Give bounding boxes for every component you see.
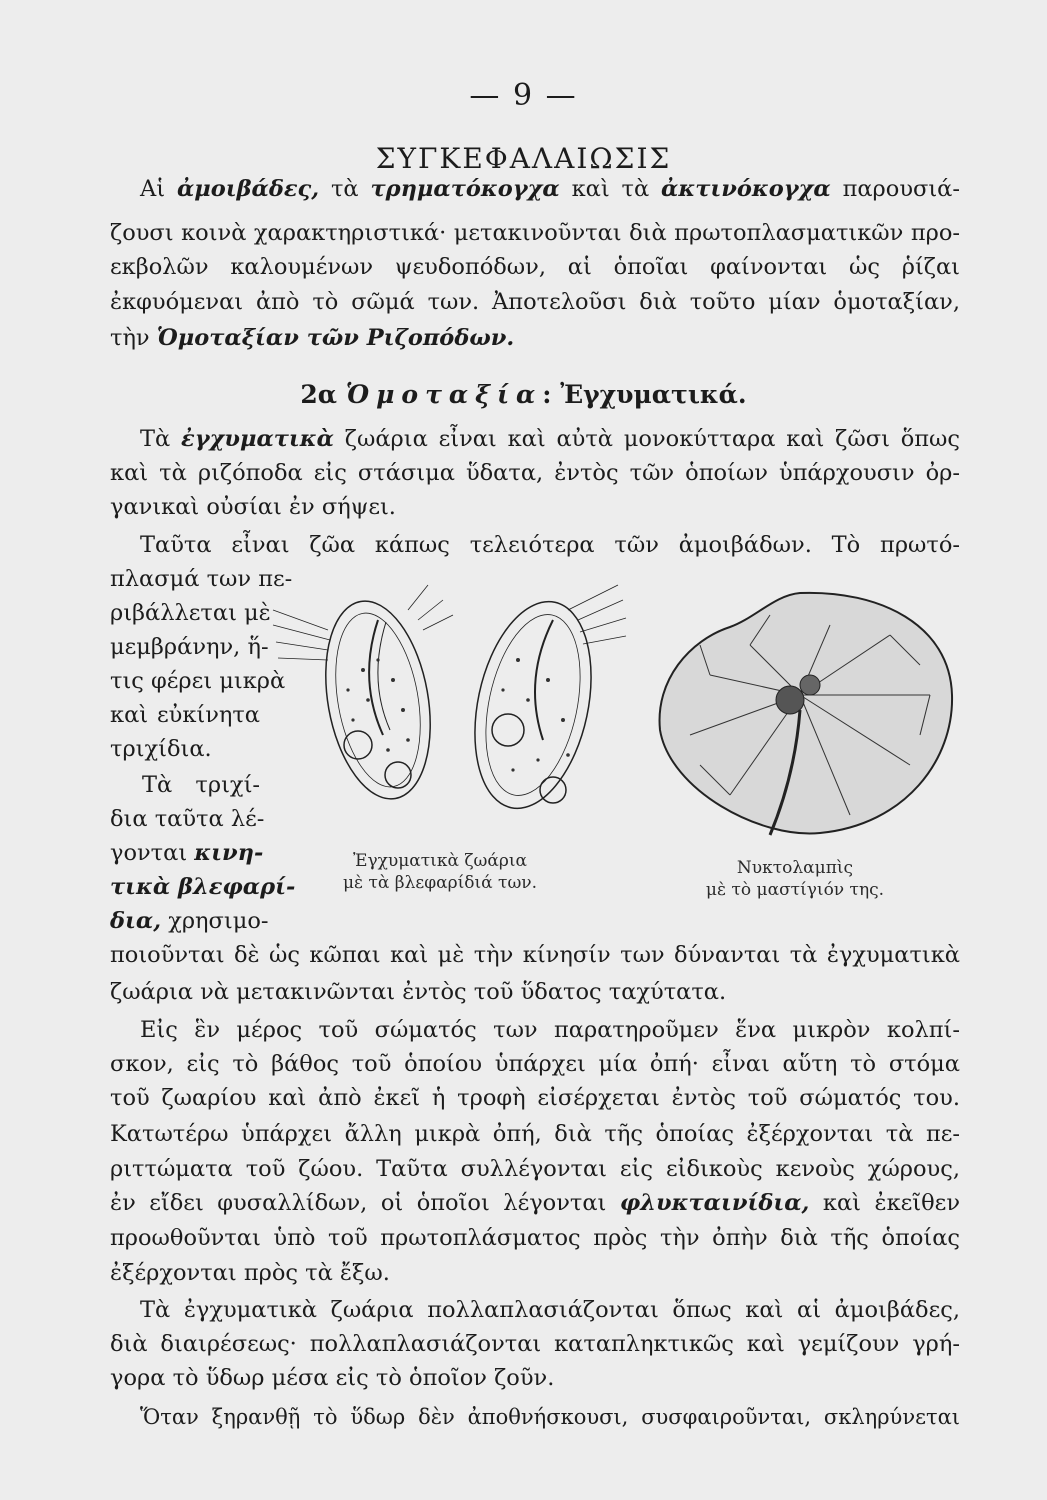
caption-ciliates	[285, 850, 595, 894]
col-line-10: τικὰ βλεφαρί-	[110, 874, 296, 900]
p2-line-1: Τὰ ἐγχυματικὰ ζωάρια εἶναι καὶ αὐτὰ μονοκύτταρα καὶ ζῶσι ὅπως	[140, 426, 960, 452]
p5-line-4: Κατωτέρω ὑπάρχει ἄλλη μικρὰ ὀπή, διὰ τῆς ὁποίας ἐξέρχονται τὰ πε-	[110, 1121, 960, 1147]
p3-line-1: Ταῦτα εἶναι ζῶα κάπως τελειότερα τῶν ἀμοιβάδων. Τὸ πρωτό-	[140, 532, 960, 558]
ciliate-left	[273, 585, 453, 807]
col-line-1: πλασμά των πε-	[110, 566, 293, 592]
ciliate-right	[457, 585, 626, 819]
ciliates-figure	[268, 570, 628, 830]
p7-line-1: Ὅταν ξηρανθῇ τὸ ὕδωρ δὲν ἀποθνήσκουσι, συσφαιροῦνται, σκληρύνεται	[140, 1405, 960, 1429]
p5-line-1: Εἰς ἓν μέρος τοῦ σώματός των παρατηροῦμεν ἕνα μικρὸν κολπί-	[140, 1017, 960, 1043]
p5-line-7: προωθοῦνται ὑπὸ τοῦ πρωτοπλάσματος πρὸς τὴν ὀπὴν διὰ τῆς ὁποίας	[110, 1225, 960, 1251]
p1-line-5: τὴν Ὁμοταξίαν τῶν Ριζοπόδων.	[110, 325, 515, 351]
p1-line-2: ζουσι κοινὰ χαρακτηριστικά· μετακινοῦνται διὰ πρωτοπλασματικῶν προ-	[110, 220, 960, 246]
p5-line-3: τοῦ ζωαρίου καὶ ἀπὸ ἐκεῖ ἡ τροφὴ εἰσέρχεται ἐντὸς τοῦ σώματός του.	[110, 1085, 960, 1111]
p1-line-1: Αἱ ἀμοιβάδες, τὰ τρηματόκογχα καὶ τὰ ἀκτινόκογχα παρουσιά-	[140, 176, 960, 202]
col-line-11: δια, χρησιμο-	[110, 908, 269, 934]
col-line-4: τις φέρει μικρὰ	[110, 668, 286, 694]
p6-line-1: Τὰ ἐγχυματικὰ ζωάρια πολλαπλασιάζονται ὅπως καὶ αἱ ἀμοιβάδες,	[140, 1297, 960, 1323]
col-line-6: τριχίδια.	[110, 736, 212, 762]
p5-line-8: ἐξέρχονται πρὸς τὰ ἔξω.	[110, 1260, 390, 1286]
caption-ciliates-line-2: μὲ τὰ βλεφαρίδιά των.	[342, 873, 538, 893]
col-line-8: δια ταῦτα λέ-	[110, 806, 265, 832]
p4-line-2: ζωάρια νὰ μετακινῶνται ἐντὸς τοῦ ὕδατος ταχύτατα.	[110, 979, 727, 1005]
p5-line-2: σκον, εἰς τὸ βάθος τοῦ ὁποίου ὑπάρχει μία ὀπή· εἶναι αὕτη τὸ στόμα	[110, 1051, 960, 1077]
p1-line-4: ἐκφυόμεναι ἀπὸ τὸ σῶμά των. Ἀποτελοῦσι διὰ τοῦτο μίαν ὁμοταξίαν,	[110, 289, 960, 315]
p6-line-3: γορα τὸ ὕδωρ μέσα εἰς τὸ ὁποῖον ζοῦν.	[110, 1365, 555, 1391]
caption-noctiluca	[640, 857, 950, 901]
caption-noctiluca-line-2: μὲ τὸ μαστίγιόν της.	[705, 880, 885, 900]
noctiluca-figure	[650, 585, 960, 840]
col-line-5: καὶ εὐκίνητα	[110, 702, 260, 728]
p2-line-2: καὶ τὰ ριζόποδα εἰς στάσιμα ὕδατα, ἐντὸς τῶν ὁποίων ὑπάρχουσιν ὀρ-	[110, 460, 960, 486]
p4-line-1: ποιοῦνται δὲ ὡς κῶπαι καὶ μὲ τὴν κίνησίν των δύνανται τὰ ἐγχυματικὰ	[110, 942, 960, 968]
section-title: ΣΥΓΚΕΦΑΛΑΙΩΣΙΣ	[375, 142, 672, 175]
caption-noctiluca-line-1: Νυκτολαμπὶς	[736, 858, 854, 878]
p5-line-5: ριττώματα τοῦ ζώου. Ταῦτα συλλέγονται εἰς εἰδικοὺς κενοὺς χώρους,	[110, 1156, 960, 1182]
p2-line-3: γανικαὶ οὐσίαι ἐν σήψει.	[110, 494, 396, 520]
col-line-3: μεμβράνην, ἥ-	[110, 634, 269, 660]
subheading: 2α Ὁμοταξία: Ἐγχυματικά.	[300, 380, 747, 409]
page-number: — 9 —	[469, 78, 578, 113]
col-line-7: Τὰ τριχί-	[142, 772, 260, 798]
caption-ciliates-line-1: Ἐγχυματικὰ ζωάρια	[352, 851, 528, 871]
col-line-2: ριβάλλεται μὲ	[110, 600, 271, 626]
p6-line-2: διὰ διαιρέσεως· πολλαπλασιάζονται καταπληκτικῶς καὶ γεμίζουν γρή-	[110, 1331, 960, 1357]
col-line-9: γονται κινη-	[110, 840, 264, 866]
p5-line-6: ἐν εἴδει φυσαλλίδων, οἱ ὁποῖοι λέγονται φλυκταινίδια, καὶ ἐκεῖθεν	[110, 1190, 960, 1216]
p1-line-3: εκβολῶν καλουμένων ψευδοπόδων, αἱ ὁποῖαι φαίνονται ὡς ῥίζαι	[110, 254, 960, 280]
